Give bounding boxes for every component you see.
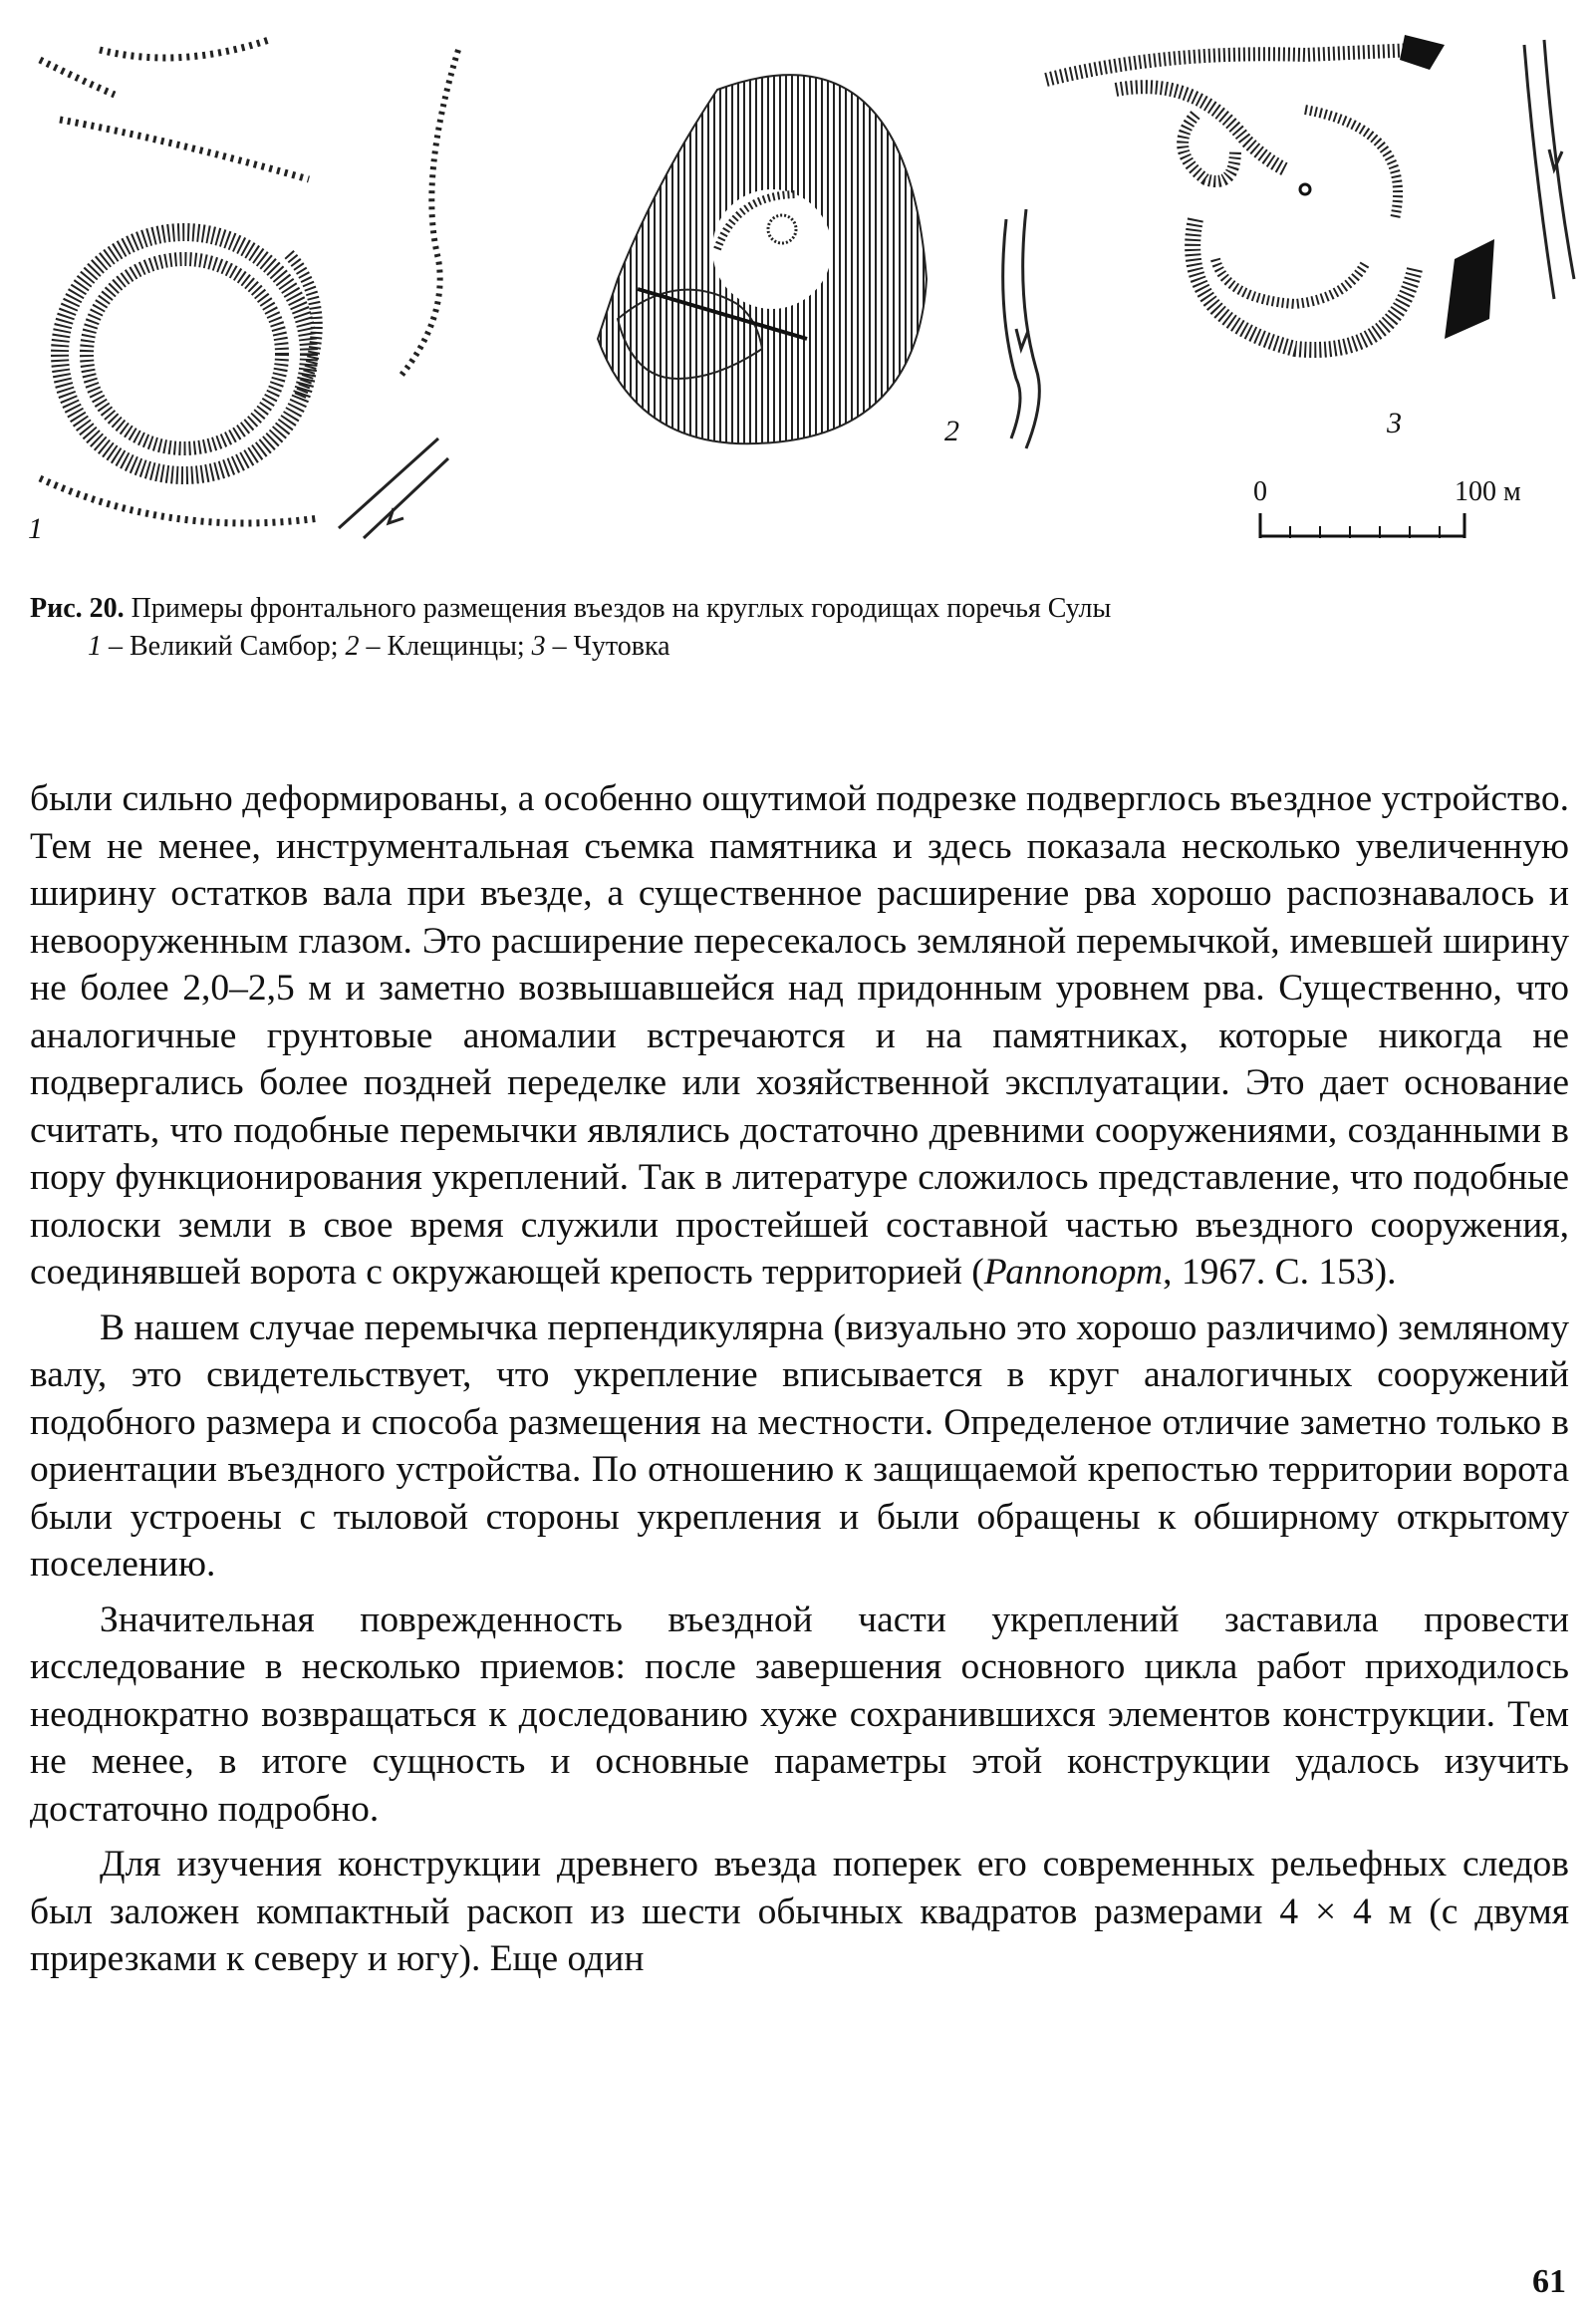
body-text xyxy=(30,775,1569,1983)
caption-label: Рис. 20. xyxy=(30,593,125,624)
caption-item-text: – Чутовка xyxy=(545,631,670,662)
citation-author: Раппопорт xyxy=(983,1252,1164,1293)
plan-label-2: 2 xyxy=(944,415,959,447)
paragraph-2: В нашем случае перемычка перпендикулярна (визуально это хорошо различимо) земляному валу, это свидетельствует, что укрепление вписывается в круг аналогичных сооружений подобного размера и способа размещения на местности. Определеное отличие заметно только в ориентации въездного устройства. По отношению к защищаемой крепостью территории ворота были устроены с тыловой стороны укрепления и были обращены к обширному открытому поселению. xyxy=(30,1306,1569,1585)
paragraph-1-text: были сильно деформированы, а особенно ощутимой подрезке подверглось въездное устройство. Тем не менее, инструментальная съемка памятника и здесь показала несколько увеличенную ширину остатков вала при въезде, а существенное расширение рва хорошо распознавалось и невооруженным глазом. Это расширение пересекалось земляной перемычкой, имевшей ширину не более 2,0–2,5 м и заметно возвышавшейся над придонным уровнем рва. Существенно, что аналогичные грунтовые аномалии встречаются и на памятниках, которые никогда не подвергались более поздней переделке или хозяйственной эксплуатации. Это дает основание считать, что подобные перемычки являлись достаточно древними сооружениями, созданными в пору функционирования укреплений. Так в литературе сложилось представление, что подобные полоски земли в свое время служили простейшей составной частью въездного сооружения, соединявшей ворота с окружающей крепость территорией ( xyxy=(30,778,1569,1293)
caption-title: Примеры фронтального размещения въездов на круглых городищах поречья Сулы xyxy=(124,593,1112,624)
plan-label-3: 3 xyxy=(1387,407,1402,439)
paragraph-4: Для изучения конструкции древнего въезда поперек его современных рельефных следов был заложен компактный раскоп из шести обычных квадратов размерами 4 × 4 м (с двумя прирезками к северу и югу). Еще один xyxy=(30,1844,1569,1979)
caption-item-num: 1 xyxy=(88,631,102,662)
page-number: 61 xyxy=(1532,2263,1566,2300)
scale-bar xyxy=(1253,476,1521,538)
paragraph-1 xyxy=(30,775,1569,1297)
scale-start-label: 0 xyxy=(1253,476,1267,507)
caption-item-text: – Клещинцы; xyxy=(359,631,532,662)
citation-rest: , 1967. С. 153). xyxy=(1163,1252,1397,1293)
caption-item-text: – Великий Самбор; xyxy=(102,631,346,662)
figure-caption xyxy=(30,590,1569,666)
caption-items xyxy=(30,628,1569,666)
plan-2-kleshchintsy xyxy=(598,75,1039,448)
plan-3-chutovka xyxy=(1046,35,1574,439)
caption-item-num: 2 xyxy=(345,631,360,662)
caption-item-num: 3 xyxy=(531,631,546,662)
scale-end-label: 100 м xyxy=(1455,476,1521,507)
plan-1-velikiy-sambor xyxy=(28,40,458,545)
figure-plans xyxy=(20,20,1576,578)
paragraph-3: Значительная поврежденность въездной части укреплений заставила провести исследование в несколько приемов: после завершения основного цикла работ приходилось неоднократно возвращаться к доследованию хуже сохранившихся элементов конструкции. Тем не менее, в итоге сущность и основные параметры этой конструкции удалось изучить достаточно подробно. xyxy=(30,1598,1569,1830)
plan-label-1: 1 xyxy=(28,512,43,545)
